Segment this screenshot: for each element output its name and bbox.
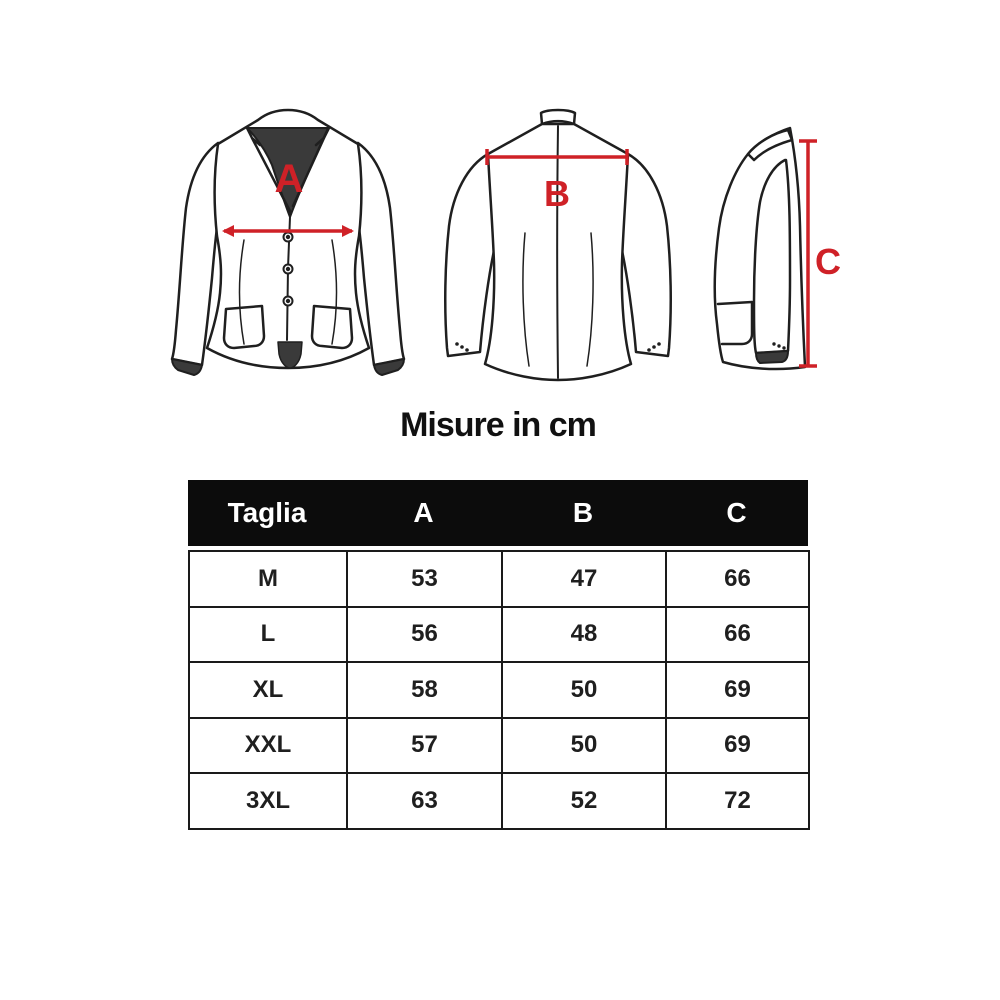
jacket-side-view-illustration bbox=[695, 106, 870, 391]
table-cell-b: 50 bbox=[502, 718, 666, 774]
back-center-seam bbox=[557, 126, 558, 378]
measurement-a-label: A bbox=[274, 157, 304, 201]
table-cell-c: 72 bbox=[666, 773, 809, 829]
size-table-body bbox=[188, 550, 810, 830]
table-cell-b: 50 bbox=[502, 662, 666, 718]
table-row bbox=[189, 607, 809, 663]
page-title: Misure in cm bbox=[400, 406, 596, 444]
back-collar bbox=[541, 110, 575, 124]
table-header-taglia: Taglia bbox=[227, 497, 307, 528]
table-cell-a: 53 bbox=[347, 551, 502, 607]
table-header-b: B bbox=[572, 497, 594, 528]
side-cuff bbox=[756, 351, 788, 363]
table-row bbox=[189, 662, 809, 718]
table-cell-c: 69 bbox=[666, 662, 809, 718]
measurement-b-label: B bbox=[544, 173, 570, 214]
jacket-front-view-illustration bbox=[158, 108, 418, 388]
size-table bbox=[188, 480, 808, 830]
table-cell-a: 57 bbox=[347, 718, 502, 774]
table-cell-size: M bbox=[189, 551, 347, 607]
table-cell-size: 3XL bbox=[189, 773, 347, 829]
table-header-a: A bbox=[413, 497, 434, 528]
table-cell-b: 52 bbox=[502, 773, 666, 829]
table-header-row bbox=[188, 480, 808, 546]
jacket-back-view-illustration bbox=[430, 108, 690, 388]
table-row bbox=[189, 718, 809, 774]
table-cell-a: 58 bbox=[347, 662, 502, 718]
table-cell-c: 66 bbox=[666, 551, 809, 607]
measurement-c-label: C bbox=[815, 241, 841, 282]
table-row bbox=[189, 551, 809, 607]
table-cell-c: 69 bbox=[666, 718, 809, 774]
table-cell-size: XXL bbox=[189, 718, 347, 774]
table-cell-c: 66 bbox=[666, 607, 809, 663]
table-cell-size: XL bbox=[189, 662, 347, 718]
table-cell-b: 47 bbox=[502, 551, 666, 607]
table-cell-b: 48 bbox=[502, 607, 666, 663]
table-row bbox=[189, 773, 809, 829]
table-header-c: C bbox=[726, 497, 747, 528]
table-cell-a: 56 bbox=[347, 607, 502, 663]
table-cell-a: 63 bbox=[347, 773, 502, 829]
table-cell-size: L bbox=[189, 607, 347, 663]
